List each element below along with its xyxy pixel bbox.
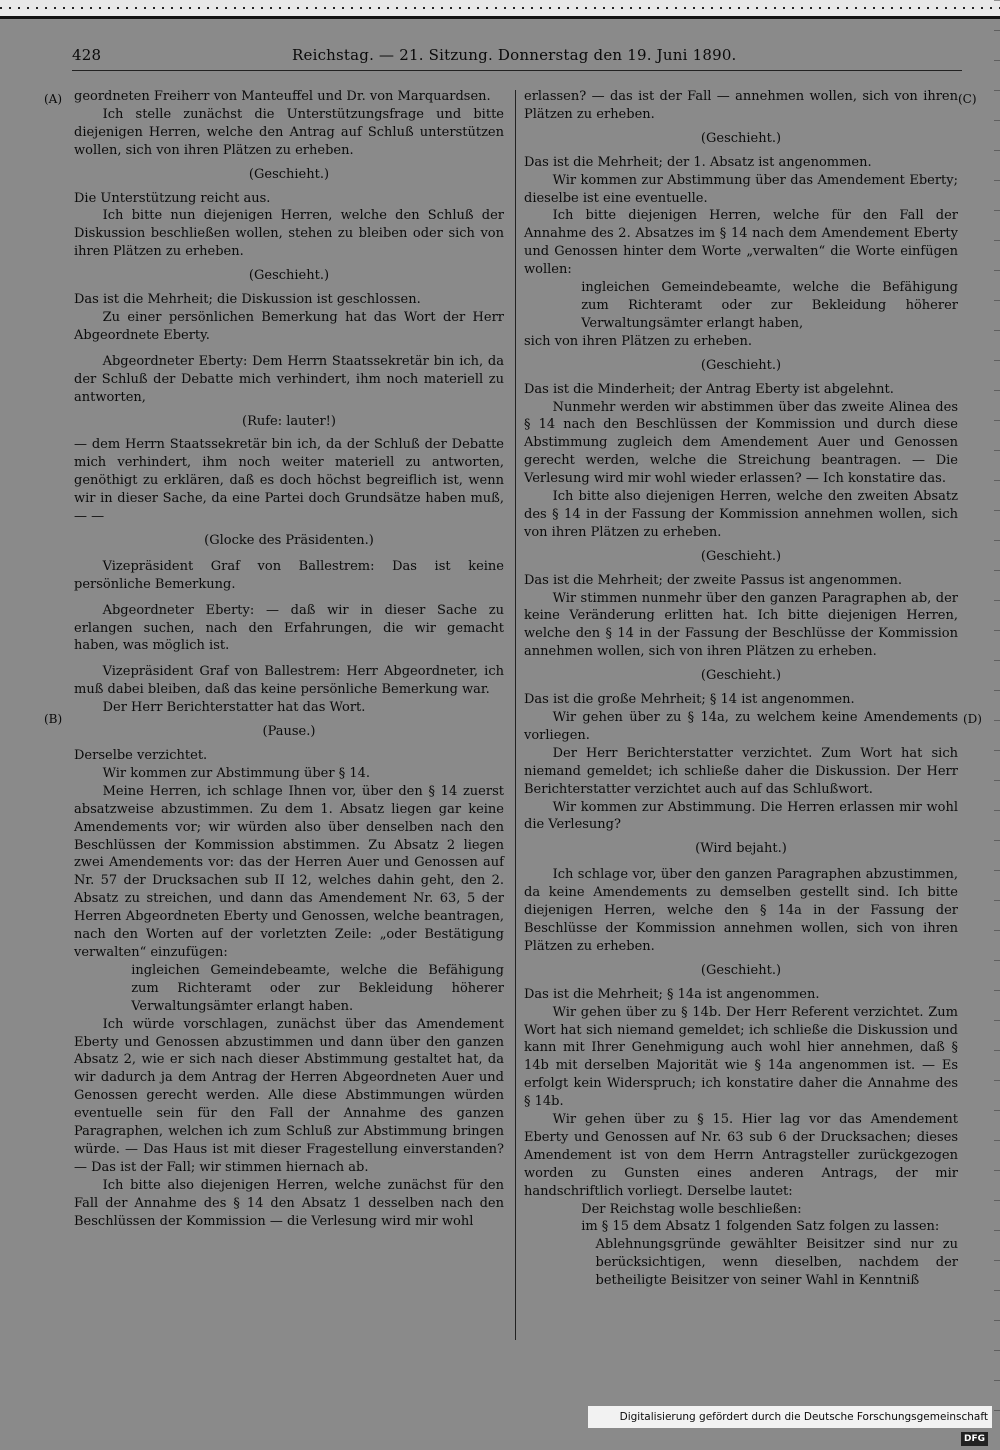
paragraph: Der Herr Berichterstatter hat das Wort.: [102, 700, 366, 716]
stage-direction: (Geschieht.): [248, 166, 330, 182]
stage-direction: (Geschieht.): [700, 548, 782, 564]
paragraph: Ich schlage vor, über den ganzen Paragraphen abzustimmen, da keine Amendements zu demselben gestellt sind. Ich bitte diejenigen Herren, welche den § 14a in der Fassung der Beschlüsse der Kommission annehmen wollen, sich von ihren Plätzen zu erheben.: [524, 867, 958, 954]
paragraph: sich von ihren Plätzen zu erheben.: [524, 333, 753, 349]
paragraph: Wir gehen über zu § 14b. Der Herr Referent verzichtet. Zum Wort hat sich niemand gemeldet; ich schließe die Diskussion und kann mit Ihrer Genehmigung auch wohl hier annehmen, daß § 14b mit derselben Majorität wie § 14a angenommen ist. — Es erfolgt kein Widerspruch; ich konstatire daher die Annahme des § 14b.: [524, 1004, 958, 1110]
stage-direction: (Geschieht.): [700, 130, 782, 146]
speech: Vizepräsident Graf von Ballestrem: Das ist keine persönliche Bemerkung.: [74, 558, 504, 592]
paragraph: Ich stelle zunächst die Unterstützungsfrage und bitte diejenigen Herren, welche den Antrag auf Schluß unterstützen wollen, sich von ihren Plätzen zu erheben.: [74, 106, 504, 158]
speech: — dem Herrn Staatssekretär bin ich, da der Schluß der Debatte mich verhindert, ihm noch weiter materiell zu antworten, genöthigt zu erklären, daß es doch höchst begreiflich ist, wenn wir in dieser Sache, da eine Partei doch Grundsätze haben muß, — —: [74, 437, 504, 525]
speech: Abgeordneter Eberty: Dem Herrn Staatssekretär bin ich, da der Schluß der Debatte mich verhindert, ihm noch materiell zu antworten,: [74, 353, 504, 405]
running-head: Reichstag. — 21. Sitzung. Donnerstag den 19. Juni 1890.: [292, 46, 737, 64]
quoted-motion: Ablehnungsgründe gewählter Beisitzer sind nur zu berücksichtigen, wenn dieselben, nachdem der betheiligte Beisitzer von seiner Wahl in Kenntniß: [595, 1237, 958, 1289]
paragraph: geordneten Freiherr von Manteuffel und Dr. von Marquardsen.: [74, 89, 491, 104]
digitization-credit: [588, 1406, 992, 1444]
stage-direction: (Geschieht.): [700, 357, 782, 373]
margin-letter-d: (D): [963, 712, 982, 726]
paragraph: Das ist die Mehrheit; die Diskussion ist geschlossen.: [74, 292, 421, 308]
margin-letter-a: (A): [44, 92, 63, 106]
right-column: [524, 88, 958, 1290]
stage-direction: (Geschieht.): [700, 668, 782, 684]
stage-direction: (Wird bejaht.): [695, 841, 787, 857]
quoted-motion: im § 15 dem Absatz 1 folgenden Satz folgen zu lassen:: [581, 1219, 940, 1235]
paragraph: Wir kommen zur Abstimmung über § 14.: [102, 765, 371, 781]
paragraph: Die Unterstützung reicht aus.: [74, 190, 271, 206]
header-rule: [72, 70, 962, 71]
paragraph: Wir kommen zur Abstimmung über das Amendement Eberty; dieselbe ist eine eventuelle.: [524, 172, 958, 206]
stage-direction: (Rufe: lauter!): [242, 413, 336, 429]
quoted-motion: Der Reichstag wolle beschließen:: [581, 1201, 802, 1217]
margin-letter-c: (C): [958, 92, 977, 106]
paragraph: Das ist die Minderheit; der Antrag Eberty ist abgelehnt.: [524, 381, 894, 397]
paragraph: Wir gehen über zu § 14a, zu welchem keine Amendements vorliegen.: [524, 710, 958, 743]
paragraph: Das ist die Mehrheit; § 14a ist angenommen.: [524, 986, 820, 1002]
speech: Vizepräsident Graf von Ballestrem: Herr Abgeordneter, ich muß dabei bleiben, daß das keine persönliche Bemerkung war.: [74, 664, 504, 698]
paragraph: Wir gehen über zu § 15. Hier lag vor das Amendement Eberty und Genossen auf Nr. 63 sub 6 der Drucksachen; dieses Amendement ist von dem Herrn Antragsteller zurückgezogen worden zu Gunsten eines anderen Antrags, der mir handschriftlich vorliegt. Derselbe lautet:: [524, 1112, 958, 1199]
paragraph: Ich bitte also diejenigen Herren, welche den zweiten Absatz des § 14 in der Fassung der Kommission annehmen wollen, sich von ihren Plätzen zu erheben.: [524, 489, 958, 540]
stage-direction: (Geschieht.): [248, 268, 330, 284]
quoted-amendment: ingleichen Gemeindebeamte, welche die Befähigung zum Richteramt oder zur Bekleidung höherer Verwaltungsämter erlangt haben,: [581, 280, 958, 331]
paragraph: Wir kommen zur Abstimmung. Die Herren erlassen mir wohl die Verlesung?: [524, 799, 958, 833]
paragraph: Nunmehr werden wir abstimmen über das zweite Alinea des § 14 nach den Beschlüssen der Kommission und durch diese Abstimmung zugleich dem Amendement Auer und Genossen gerecht werden, welche die Streichung beantragen. — Die Verlesung wird mir wohl wieder erlassen? — Ich konstatire das.: [524, 399, 958, 487]
credit-text: Digitalisierung gefördert durch die Deutsche Forschungsgemeinschaft: [619, 1411, 988, 1423]
stage-direction: (Glocke des Präsidenten.): [204, 532, 374, 548]
margin-letter-b: (B): [44, 712, 63, 726]
paragraph: Das ist die Mehrheit; der 1. Absatz ist angenommen.: [524, 154, 872, 170]
paragraph: Zu einer persönlichen Bemerkung hat das Wort der Herr Abgeordnete Eberty.: [74, 309, 504, 343]
paragraph: Meine Herren, ich schlage Ihnen vor, über den § 14 zuerst absatzweise abzustimmen. Zu dem 1. Absatz liegen gar keine Amendements vor; wir würden also über denselben nach den Beschlüssen der Kommission abstimmen. Zu Absatz 2 liegen zwei Amendements vor: das der Herren Auer und Genossen auf Nr. 57 der Drucksachen sub II 12, welches dahin geht, den 2. Absatz zu streichen, und dann das Amendement Nr. 63, 5 der Herren Abgeordneten Eberty und Genossen, welche beantragen, nach den Worten auf der vorletzten Zeile: „oder Bestätigung verwalten“ einzufügen:: [74, 783, 504, 960]
page-header: [72, 44, 962, 70]
paragraph: Ich würde vorschlagen, zunächst über das Amendement Eberty und Genossen abzustimmen und dann über den ganzen Absatz 2, wie er sich nach dieser Abstimmung gestaltet hat, da wir dadurch ja dem Antrag der Herren Abgeordneten Auer und Genossen gerecht werden. Alle diese Abstimmungen würden eventuelle sein für den Fall der Annahme des ganzen Paragraphen, welchen ich zum Schluß zur Abstimmung bringen würde. — Das Haus ist mit dieser Fragestellung einverstanden? — Das ist der Fall; wir stimmen hiernach ab.: [74, 1016, 504, 1175]
stage-direction: (Pause.): [262, 724, 316, 740]
paragraph: Ich bitte also diejenigen Herren, welche zunächst für den Fall der Annahme des § 14 den Absatz 1 desselben nach den Beschlüssen der Kommission — die Verlesung wird mir wohl: [74, 1177, 504, 1229]
column-divider: [515, 90, 516, 1340]
dfg-logo: DFG: [961, 1432, 988, 1446]
paragraph: Das ist die große Mehrheit; § 14 ist angenommen.: [524, 692, 855, 708]
paragraph: erlassen? — das ist der Fall — annehmen wollen, sich von ihren Plätzen zu erheben.: [524, 89, 958, 122]
paragraph: Wir stimmen nunmehr über den ganzen Paragraphen ab, der keine Veränderung erlitten hat. Ich bitte diejenigen Herren, welche den § 14 in der Fassung der Beschlüsse der Kommission annehmen wollen, sich von ihren Plätzen zu erheben.: [524, 590, 958, 660]
left-column: [74, 88, 504, 1230]
paragraph: Der Herr Berichterstatter verzichtet. Zum Wort hat sich niemand gemeldet; ich schließe daher die Diskussion. Der Herr Berichterstatter verzichtet auch auf das Schlußwort.: [524, 745, 958, 797]
speech: Abgeordneter Eberty: — daß wir in dieser Sache zu erlangen suchen, nach den Erfahrungen, die wir gemacht haben, was möglich ist.: [74, 602, 504, 654]
paragraph: Das ist die Mehrheit; der zweite Passus ist angenommen.: [524, 572, 903, 588]
paragraph: Derselbe verzichtet.: [74, 748, 208, 763]
scan-top-border: [0, 0, 1000, 19]
page-number: 428: [72, 46, 102, 64]
scan-edge: [994, 0, 1000, 1432]
quoted-amendment: ingleichen Gemeindebeamte, welche die Befähigung zum Richteramt oder zur Bekleidung höherer Verwaltungsämter erlangt haben.: [131, 962, 504, 1014]
stage-direction: (Geschieht.): [700, 962, 782, 978]
paragraph: Ich bitte nun diejenigen Herren, welche den Schluß der Diskussion beschließen wollen, stehen zu bleiben oder sich von ihren Plätzen zu erheben.: [74, 208, 504, 260]
paragraph: Ich bitte diejenigen Herren, welche für den Fall der Annahme des 2. Absatzes im § 14 nach dem Amendement Eberty und Genossen hinter dem Worte „verwalten“ die Worte einfügen wollen:: [524, 208, 958, 278]
